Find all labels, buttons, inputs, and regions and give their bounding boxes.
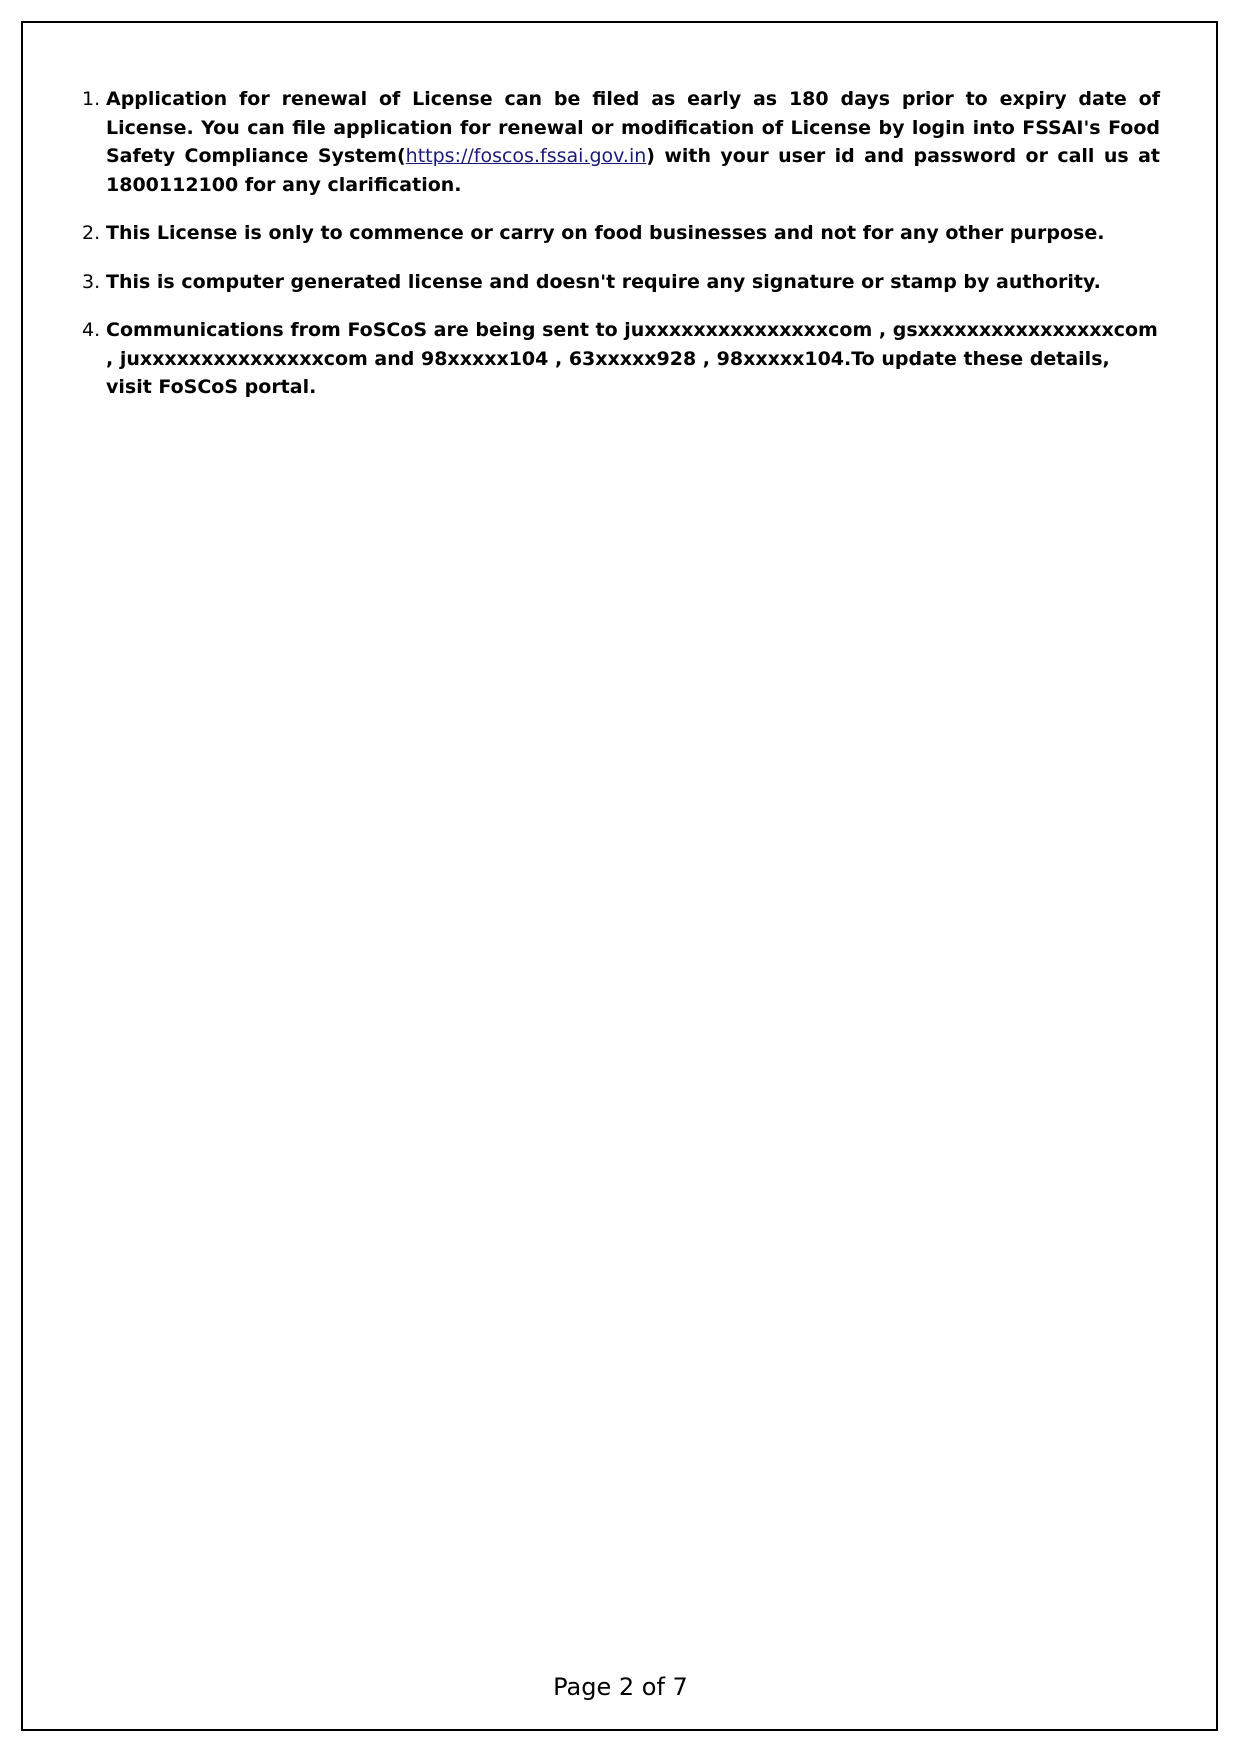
term-text: This is computer generated license and doesn't require any signature or stamp by authority. xyxy=(106,270,1101,293)
term-number: 2. xyxy=(82,222,101,244)
term-item-2 xyxy=(82,219,1160,248)
term-text: Communications from FoSCoS are being sent to juxxxxxxxxxxxxxxxcom , gsxxxxxxxxxxxxxxxxcom , juxxxxxxxxxxxxxxxcom and 98xxxxx104 , 63xxxxx928 , 98xxxxx104.To update these details, visit FoSCoS portal. xyxy=(106,319,1158,398)
page-number: Page 2 of 7 xyxy=(553,1673,688,1701)
term-text xyxy=(106,85,1160,199)
term-item-4 xyxy=(82,316,1160,402)
term-text: This License is only to commence or carry on food businesses and not for any other purpose. xyxy=(106,222,1105,244)
term-number: 1. xyxy=(82,88,101,110)
term-text-after-link: ) with your user id and password or call us at 1800112100 for any clarification. xyxy=(106,145,1160,196)
term-item-1 xyxy=(82,85,1160,199)
terms-list xyxy=(82,85,1160,422)
term-text-before-link: Application for renewal of License can be filed as early as 180 days prior to expiry date of License. You can file application for renewal or modification of License by login into FSSAI's Food Safety Compliance System( xyxy=(106,88,1160,167)
foscos-link[interactable]: https://foscos.fssai.gov.in xyxy=(405,145,647,167)
term-number: 3. xyxy=(82,270,101,293)
term-number: 4. xyxy=(82,319,101,341)
term-item-3 xyxy=(82,268,1160,297)
